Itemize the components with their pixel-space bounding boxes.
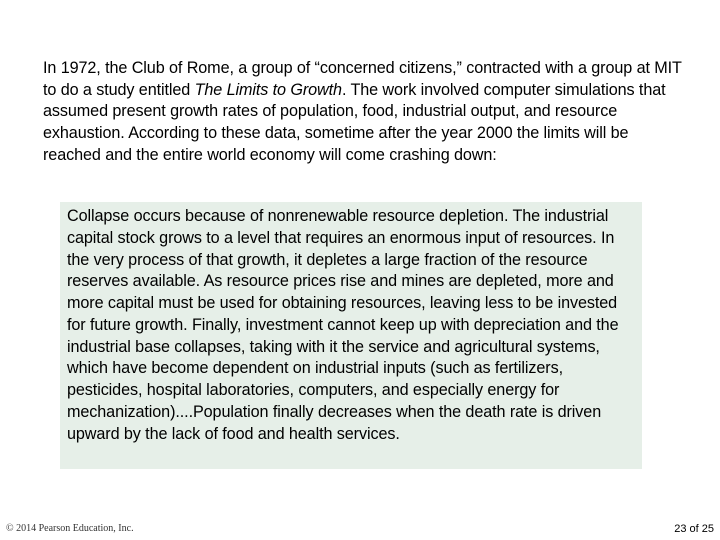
copyright-notice: © 2014 Pearson Education, Inc. <box>6 523 134 534</box>
intro-paragraph <box>43 58 683 167</box>
page-number: 23 of 25 <box>674 523 714 535</box>
intro-text-start: In 1972, the Club of Rome, a group of “concerned citizens,” contracted with a group at MIT to do a study entitled <box>43 59 682 99</box>
intro-text-end: . The work involved computer simulations that assumed present growth rates of population, food, industrial output, and resource exhaustion. According to these data, sometime after the year 2000 the limits will be reached and the entire world economy will come crashing down: <box>43 80 666 164</box>
book-title: The Limits to Growth <box>194 80 342 99</box>
quote-text: Collapse occurs because of nonrenewable resource depletion. The industrial capital stock grows to a level that requires an enormous input of resources. In the very process of that growth, it depletes a large fraction of the resource reserves available. As resource prices rise and mines are depleted, more and more capital must be used for obtaining resources, leaving less to be invested for future growth. Finally, investment cannot keep up with depreciation and the industrial base collapses, taking with it the service and agricultural systems, which have become dependent on industrial inputs (such as fertilizers, pesticides, hospital laboratories, computers, and especially energy for mechanization)....Population finally decreases when the death rate is driven upward by the lack of food and health services. <box>67 207 619 443</box>
quote-box <box>60 202 642 469</box>
